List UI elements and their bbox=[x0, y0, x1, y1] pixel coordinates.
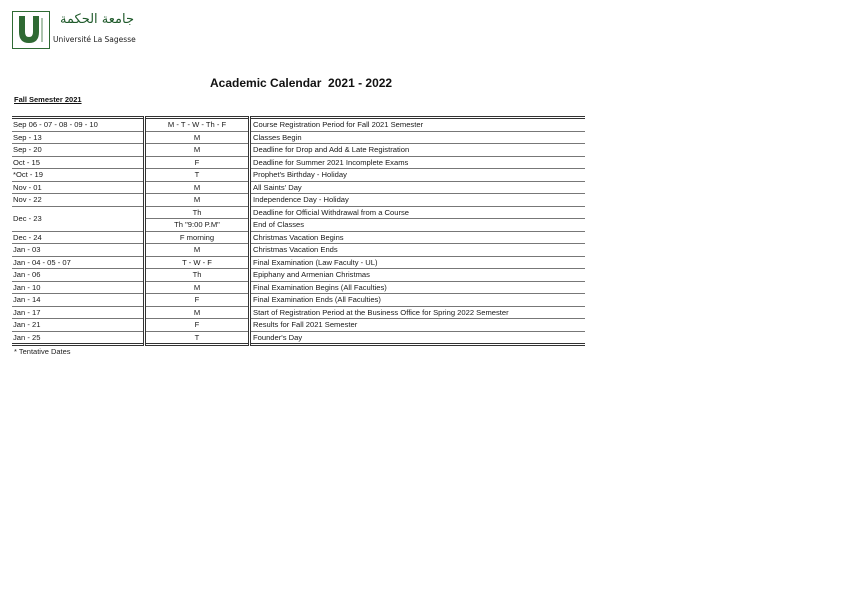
table-row bbox=[12, 206, 585, 219]
logo-french-name: Université La Sagesse bbox=[53, 35, 136, 44]
date-cell: Sep - 13 bbox=[12, 131, 145, 144]
date-cell: Jan - 04 - 05 - 07 bbox=[12, 256, 145, 269]
event-cell: Founder's Day bbox=[250, 331, 586, 345]
table-row bbox=[12, 144, 585, 157]
date-cell: Jan - 14 bbox=[12, 294, 145, 307]
table-row bbox=[12, 244, 585, 257]
day-cell: Th bbox=[145, 269, 250, 282]
page-title: Academic Calendar 2021 - 2022 bbox=[210, 76, 393, 90]
table-row bbox=[12, 319, 585, 332]
event-cell: Start of Registration Period at the Business Office for Spring 2022 Semester bbox=[250, 306, 586, 319]
date-cell: Nov - 01 bbox=[12, 181, 145, 194]
table-row bbox=[12, 194, 585, 207]
event-cell: Deadline for Summer 2021 Incomplete Exams bbox=[250, 156, 586, 169]
day-cell: T bbox=[145, 331, 250, 345]
semester-heading: Fall Semester 2021 bbox=[14, 95, 82, 104]
event-cell: Christmas Vacation Begins bbox=[250, 231, 586, 244]
day-cell: M bbox=[145, 181, 250, 194]
date-cell: Dec - 23 bbox=[12, 206, 145, 231]
calendar-table bbox=[12, 116, 585, 346]
day-cell: M bbox=[145, 281, 250, 294]
day-cell: M bbox=[145, 144, 250, 157]
table-row bbox=[12, 118, 585, 132]
logo-arabic-name: جامعة الحكمة bbox=[60, 12, 134, 27]
event-cell: Classes Begin bbox=[250, 131, 586, 144]
event-cell: Epiphany and Armenian Christmas bbox=[250, 269, 586, 282]
event-cell: Course Registration Period for Fall 2021 Semester bbox=[253, 120, 424, 130]
table-row bbox=[12, 281, 585, 294]
event-cell: Deadline for Official Withdrawal from a Course bbox=[250, 206, 586, 219]
day-cell: F morning bbox=[145, 231, 250, 244]
day-cell: Th "9:00 P.M" bbox=[145, 219, 250, 232]
day-cell: M bbox=[145, 194, 250, 207]
event-cell: Results for Fall 2021 Semester bbox=[250, 319, 586, 332]
date-cell: Sep - 20 bbox=[12, 144, 145, 157]
date-cell: Nov - 22 bbox=[12, 194, 145, 207]
event-cell: Final Examination Begins (All Faculties) bbox=[250, 281, 586, 294]
date-cell: Jan - 03 bbox=[12, 244, 145, 257]
table-row bbox=[12, 256, 585, 269]
table-row bbox=[12, 294, 585, 307]
table-row bbox=[12, 306, 585, 319]
day-cell: F bbox=[145, 319, 250, 332]
event-cell: Final Examination Ends (All Faculties) bbox=[250, 294, 586, 307]
day-cell: M bbox=[145, 244, 250, 257]
date-cell: Jan - 25 bbox=[12, 331, 145, 345]
event-cell: Independence Day - Holiday bbox=[250, 194, 586, 207]
date-cell: *Oct - 19 bbox=[12, 169, 145, 182]
day-cell: Th bbox=[145, 206, 250, 219]
date-cell: Sep 06 - 07 - 08 - 09 - 10 bbox=[12, 118, 145, 132]
event-cell: Final Examination (Law Faculty - UL) bbox=[250, 256, 586, 269]
event-cell: Deadline for Drop and Add & Late Registration bbox=[250, 144, 586, 157]
footnote: * Tentative Dates bbox=[14, 347, 71, 356]
event-cell: All Saints' Day bbox=[250, 181, 586, 194]
table-row bbox=[12, 156, 585, 169]
day-cell: M - T - W - Th - F bbox=[145, 118, 250, 132]
logo-mark bbox=[12, 11, 50, 49]
table-row bbox=[12, 181, 585, 194]
table-row bbox=[12, 331, 585, 345]
table-row bbox=[12, 131, 585, 144]
event-cell: End of Classes bbox=[250, 219, 586, 232]
date-cell: Jan - 17 bbox=[12, 306, 145, 319]
date-cell: Jan - 21 bbox=[12, 319, 145, 332]
date-cell: Jan - 10 bbox=[12, 281, 145, 294]
day-cell: F bbox=[145, 156, 250, 169]
day-cell: M bbox=[145, 131, 250, 144]
day-cell: F bbox=[145, 294, 250, 307]
event-cell: Prophet's Birthday - Holiday bbox=[250, 169, 586, 182]
table-row bbox=[12, 231, 585, 244]
university-logo bbox=[12, 11, 137, 51]
table-row bbox=[12, 169, 585, 182]
event-cell: Christmas Vacation Ends bbox=[250, 244, 586, 257]
table-row bbox=[12, 269, 585, 282]
day-cell: T - W - F bbox=[145, 256, 250, 269]
day-cell: M bbox=[145, 306, 250, 319]
day-cell: T bbox=[145, 169, 250, 182]
date-cell: Oct - 15 bbox=[12, 156, 145, 169]
date-cell: Dec - 24 bbox=[12, 231, 145, 244]
date-cell: Jan - 06 bbox=[12, 269, 145, 282]
